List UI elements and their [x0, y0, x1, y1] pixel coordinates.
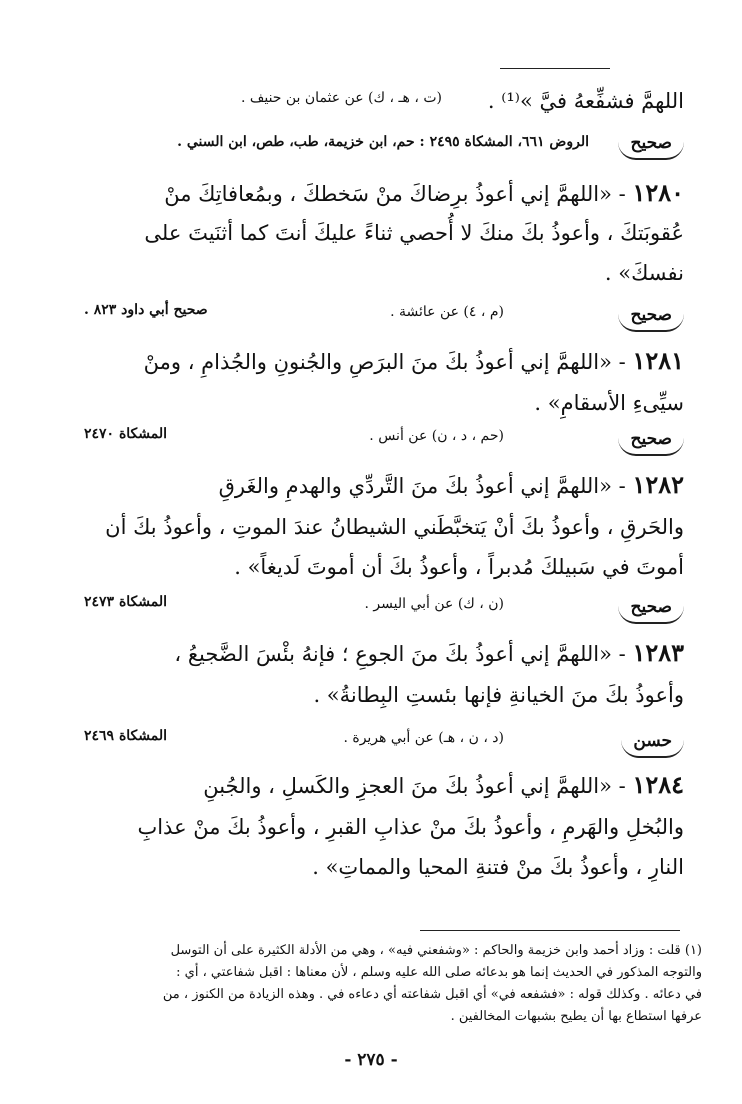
hadith-meta [44, 300, 684, 332]
hadith-line: ١٢٨٣ - «اللهمَّ إني أعوذُ بكَ منَ الجوعِ ؛ فإنهُ بئْسَ الضَّجيعُ ، [174, 638, 684, 667]
hadith-reference: صحيح أبي داود ٨٢٣ . [84, 302, 208, 318]
grade-badge: صحيح [618, 300, 684, 332]
hadith-sources: (حم ، د ، ن) عن أنس . [369, 428, 504, 444]
footnote-line: في دعائه . وكذلك قوله : «فشفعه في» أي اقبل شفاعته أي دعاءه في . وهذه الزيادة من الكنوز ، من [162, 987, 702, 1002]
hadith-line: النارِ ، وأعوذُ بكَ منْ فتنةِ المحيا والمماتِ» . [312, 855, 684, 879]
top-divider [500, 68, 610, 69]
hadith-line: والحَرقِ ، وأعوذُ بكَ أنْ يَتخبَّطَني الشيطانُ عندَ الموتِ ، وأعوذُ بكَ أن [105, 515, 684, 539]
footnote-line: والتوجه المذكور في الحديث إنما هو بدعائه صلى الله عليه وسلم ، لأن معناها : اقبل شفاعتي ، أي : [176, 965, 702, 980]
grade-badge: صحيح [618, 424, 684, 456]
references: الروض ٦٦١، المشكاة ٢٤٩٥ : حم، ابن خزيمة، طب، طص، ابن السني . [177, 134, 589, 150]
footnote-line: عرفها استطاع بها أن يطيح بشبهات المخالفين . [450, 1009, 702, 1024]
grade-badge: صحيح [618, 128, 684, 160]
hadith-number: ١٢٨٤ [632, 770, 684, 799]
hadith-meta [44, 592, 684, 624]
grade-badge: حسن [621, 726, 684, 758]
hadith-meta [44, 424, 684, 456]
hadith-line: والبُخلِ والهَرمِ ، وأعوذُ بكَ منْ عذابِ القبرِ ، وأعوذُ بكَ منْ عذابِ [137, 815, 684, 839]
grade-badge: صحيح [618, 592, 684, 624]
footnote-divider [420, 930, 680, 931]
carry-over-meta [44, 128, 684, 160]
hadith-number: ١٢٨٣ [632, 638, 684, 667]
hadith-line: عُقوبَتكَ ، وأعوذُ بكَ منكَ لا أُحصي ثناءً عليكَ أنتَ كما أثنَيتَ على [144, 221, 684, 245]
hadith-number: ١٢٨٢ [632, 470, 684, 499]
hadith-line: وأعوذُ بكَ منَ الخيانةِ فإنها بئستِ البِطانةُ» . [313, 683, 684, 707]
hadith-reference: المشكاة ٢٤٧٣ [84, 594, 168, 610]
hadith-number: ١٢٨٠ [632, 178, 684, 207]
hadith-reference: المشكاة ٢٤٧٠ [84, 426, 168, 442]
footnote-line: (١) قلت : وزاد أحمد وابن خزيمة والحاكم : «وشفعني فيه» ، وهي من الأدلة الكثيرة على أن التوسل [170, 943, 702, 958]
hadith-sources: (ن ، ك) عن أبي اليسر . [364, 596, 504, 612]
hadith-reference: المشكاة ٢٤٦٩ [84, 728, 168, 744]
hadith-line: أموتَ في سَبيلكَ مُدبراً ، وأعوذُ بكَ أن أموتَ لَديغاً» . [234, 555, 684, 579]
hadith-number: ١٢٨١ [632, 346, 684, 375]
hadith-line: ١٢٨١ - «اللهمَّ إني أعوذُ بكَ منَ البرَصِ والجُنونِ والجُذامِ ، ومنْ [143, 346, 684, 375]
carry-over-text: اللهمَّ فشفِّعهُ فيَّ »⁽¹⁾ . [487, 89, 684, 113]
page-number: - ٢٧٥ - [344, 1050, 398, 1070]
hadith-meta [44, 726, 684, 758]
hadith-line: ١٢٨٢ - «اللهمَّ إني أعوذُ بكَ منَ التَّردِّي والهدمِ والغَرقِ [218, 470, 684, 499]
hadith-line: ١٢٨٠ - «اللهمَّ إني أعوذُ برِضاكَ منْ سَخطكَ ، وبمُعافاتِكَ منْ [164, 178, 684, 207]
carry-over-sources: (ت ، هـ ، ك) عن عثمان بن حنيف . [240, 90, 442, 106]
hadith-sources: (د ، ن ، هـ) عن أبي هريرة . [343, 730, 504, 746]
hadith-line: سيِّىءِ الأسقامِ» . [534, 391, 684, 415]
hadith-line: نفسكَ» . [604, 261, 684, 285]
hadith-line: ١٢٨٤ - «اللهمَّ إني أعوذُ بكَ منَ العجزِ والكَسلِ ، والجُبنِ [203, 770, 684, 799]
hadith-sources: (م ، ٤) عن عائشة . [390, 304, 504, 320]
